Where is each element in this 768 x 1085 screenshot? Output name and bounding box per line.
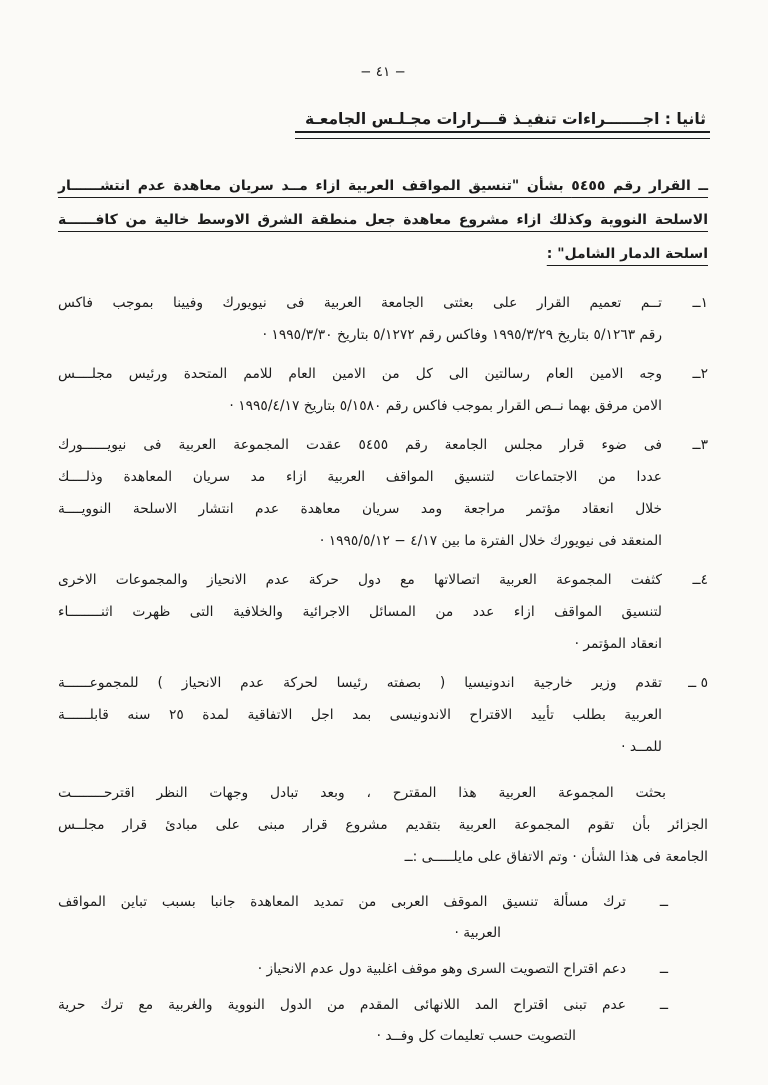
item-line: تقدم وزير خارجية اندونيسيا ( بصفته رئيسا لحركة عدم الانحياز ) للمجموعــــــة	[58, 675, 662, 691]
decision-line: الاسلحة النووية وكذلك ازاء مشروع معاهدة جعل منطقة الشرق الاوسط خالية من كافــــــة	[58, 212, 708, 228]
item-body	[58, 667, 662, 763]
bullet-line: العربية ·	[454, 925, 501, 941]
item-body	[58, 358, 662, 422]
item-number: ٣ــ	[692, 437, 708, 453]
bullet-dash: ــ	[659, 961, 668, 977]
numbered-item-2	[58, 358, 708, 422]
bullet-item-3	[58, 990, 708, 1052]
closing-paragraph	[58, 777, 708, 873]
bullet-body	[58, 954, 626, 985]
item-line: للمــد ·	[621, 739, 662, 755]
bullet-dash: ــ	[659, 894, 668, 910]
bullet-body	[58, 990, 626, 1052]
bullet-line: عدم تبنى اقتراح المد اللانهائى المقدم من الدول النووية والغربية مع ترك حرية	[58, 997, 626, 1013]
section-heading-text: ثانيا : اجـــــــراءات تنفيـذ قـــرارات مجـلـس الجامعـة	[305, 110, 706, 139]
numbered-item-5	[58, 667, 708, 763]
item-number: ١ــ	[692, 295, 708, 311]
numbered-item-4	[58, 564, 708, 660]
item-body	[58, 287, 662, 351]
item-line: وجه الامين العام رسالتين الى كل من الامين العام للامم المتحدة ورئيس مجلــــس	[58, 366, 662, 382]
decision-line: اسلحة الدمار الشامل" :	[546, 246, 708, 262]
item-body	[58, 429, 662, 557]
item-number: ٢ــ	[692, 366, 708, 382]
item-body	[58, 564, 662, 660]
page-number: − ٤١ −	[360, 64, 406, 80]
item-line: عددا من الاجتماعات لتنسيق المواقف العربية ازاء مد سريان المعاهدة وذلــــك	[58, 469, 662, 485]
section-heading	[58, 110, 706, 139]
paragraph-line: الجزائر بأن تقوم المجموعة العربية بتقديم مشروع قرار مبنى على مبادئ قرار مجلــس	[58, 817, 708, 833]
item-line: لتنسيق المواقف ازاء عدد من المسائل الاجرائية والخلافية التى ظهرت اثنــــــــاء	[58, 604, 662, 620]
paragraph-line: بحثت المجموعة العربية هذا المقترح ، وبعد تبادل وجهات النظر اقترحــــــــت	[58, 785, 666, 801]
item-line: كثفت المجموعة العربية اتصالاتها مع دول حركة عدم الانحياز والمجموعات الاخرى	[58, 572, 662, 588]
bullet-item-2	[58, 954, 708, 985]
bullet-line: التصويت حسب تعليمات كل وفــد ·	[376, 1028, 576, 1044]
bullet-line: دعم اقتراح التصويت السرى وهو موقف اغلبية دول عدم الانحياز ·	[257, 961, 626, 977]
item-line: العربية بطلب تأييد الاقتراح الاندونيسى بمد اجل الاتفاقية لمدة ٢٥ سنه قابلــــــة	[58, 707, 662, 723]
item-line: خلال انعقاد مؤتمر مراجعة ومد سريان معاهدة عدم انتشار الاسلحة النوويــــة	[58, 501, 662, 517]
item-line: المنعقد فى نيويورك خلال الفترة ما بين ٤/١٧ − ١٩٩٥/٥/١٢ ·	[319, 533, 662, 549]
paragraph-line: الجامعة فى هذا الشأن · وتم الاتفاق على مايلـــــى :ــ	[404, 849, 708, 865]
item-line: رقم ٥/١٢٦٣ بتاريخ ١٩٩٥/٣/٢٩ وفاكس رقم ٥/١٢٧٢ بتاريخ ١٩٩٥/٣/٣٠ ·	[262, 327, 662, 343]
item-line: تــم تعميم القرار على بعثتى الجامعة العربية فى نيويورك وفيينا بموجب فاكس	[58, 295, 662, 311]
bullet-line: ترك مسألة تنسيق الموقف العربى من تمديد المعاهدة جانبا بسبب تباين المواقف	[58, 894, 626, 910]
item-line: الامن مرفق بهما نــص القرار بموجب فاكس رقم ٥/١٥٨٠ بتاريخ ١٩٩٥/٤/١٧ ·	[229, 398, 662, 414]
numbered-item-3	[58, 429, 708, 557]
bullet-dash: ــ	[659, 997, 668, 1013]
item-line: انعقاد المؤتمر ·	[574, 636, 662, 652]
item-line: فى ضوء قرار مجلس الجامعة رقم ٥٤٥٥ عقدت المجموعة العربية فى نيويــــــورك	[58, 437, 662, 453]
decision-line: ــ القرار رقم ٥٤٥٥ بشأن "تنسيق المواقف العربية ازاء مــد سريان معاهدة عدم انتشــــــار	[58, 178, 708, 194]
agreement-bullets	[58, 887, 708, 1052]
numbered-item-1	[58, 287, 708, 351]
decision-title-block	[58, 169, 708, 271]
item-number: ٤ــ	[692, 572, 708, 588]
numbered-items	[58, 287, 708, 763]
bullet-item-1	[58, 887, 708, 949]
bullet-body	[58, 887, 626, 949]
item-number: ٥ ــ	[688, 675, 708, 691]
